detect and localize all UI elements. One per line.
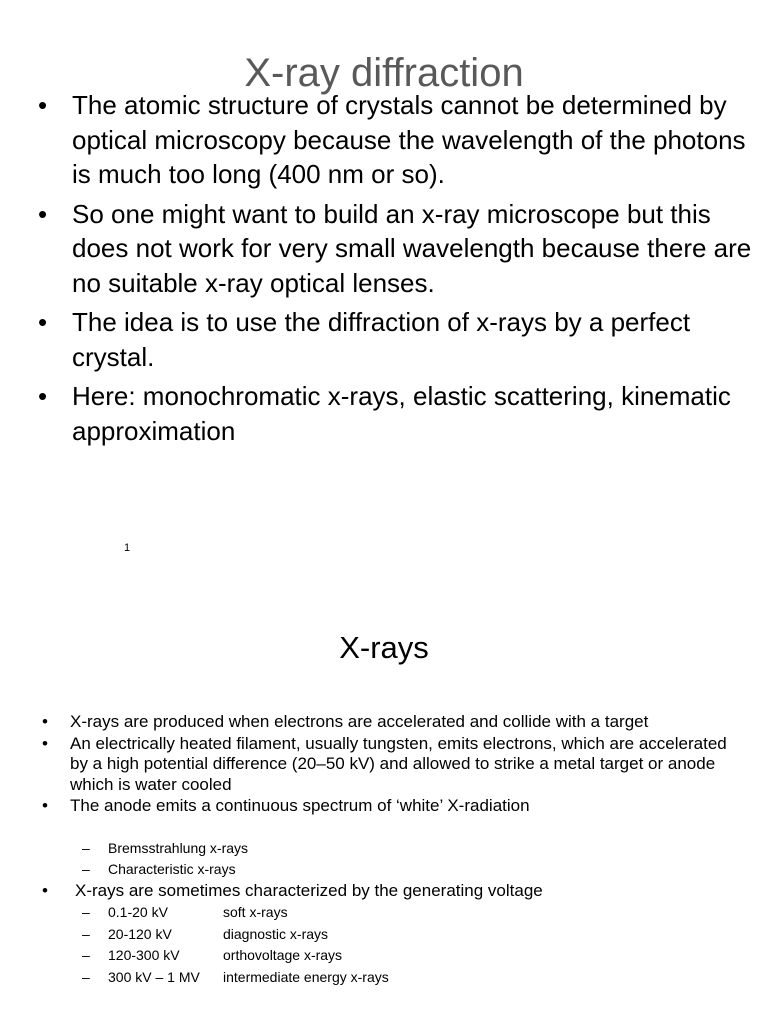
sub-list-container [30,902,740,988]
sub-item: – Bremsstrahlung x-rays [30,838,740,860]
dash-icon: – [82,861,90,877]
voltage-range-list [30,902,740,988]
slide-title: X-rays [339,630,429,665]
voltage-desc: diagnostic x-rays [223,925,329,942]
bullet-icon: • [38,198,48,229]
voltage-range-item [30,945,740,967]
bullet-icon: • [42,796,48,815]
bullet-item: • X-rays are produced when electrons are accelerated and collide with a target [42,712,649,731]
bullet-item: • X-rays are sometimes characterized by the generating voltage [42,880,543,900]
bullet-icon: • [38,307,48,337]
bullet-item: • The idea is to use the diffraction of x-rays by a perfect crystal. [38,307,691,372]
voltage-range: 0.1-20 kV [108,904,168,920]
dash-icon: – [82,839,90,856]
bullet-item: • The atomic structure of crystals cannot be determined by optical microscopy because the wavelength of the photons is much too long (400 nm or so). [38,90,746,189]
bullet-list [30,88,760,453]
voltage-desc: soft x-rays [223,904,288,920]
bullet-icon: • [42,712,48,731]
bullet-icon: • [38,381,48,411]
voltage-range-item [30,924,740,946]
dash-icon: – [82,925,90,942]
dash-icon: – [82,968,90,985]
voltage-range-item [30,967,740,989]
bullet-list [30,712,740,988]
bullet-item: • Here: monochromatic x-rays, elastic scattering, kinematic approximation [38,381,731,446]
sub-item: – Characteristic x-rays [30,859,740,881]
bullet-item: • So one might want to build an x-ray microscope but this does not work for very small wavelength because there are no suitable x-ray optical lenses. [38,198,752,298]
bullet-item: • The anode emits a continuous spectrum of ‘white’ X-radiation [42,796,530,815]
dash-icon: – [82,947,90,963]
voltage-range: 300 kV – 1 MV [108,968,200,985]
slide-xrays [0,590,768,1024]
spacer [30,818,740,838]
voltage-range: 120-300 kV [108,947,180,963]
voltage-range: 20-120 kV [108,925,172,942]
bullet-icon: • [38,90,48,120]
sub-list-container [30,838,740,881]
bullet-icon: • [42,880,48,900]
voltage-range-item [30,902,740,924]
dash-icon: – [82,904,90,920]
voltage-desc: orthovoltage x-rays [223,947,343,963]
spectrum-type-list [30,838,740,881]
page-number: 1 [124,542,131,554]
bullet-icon: • [42,733,48,753]
voltage-desc: intermediate energy x-rays [223,968,389,985]
slide-title: X-ray diffraction [244,51,524,95]
bullet-item: • An electrically heated filament, usually tungsten, emits electrons, which are accelerated by a high potential difference (20–50 kV) and allowed to strike a metal target or anode which is water cooled [42,733,727,794]
